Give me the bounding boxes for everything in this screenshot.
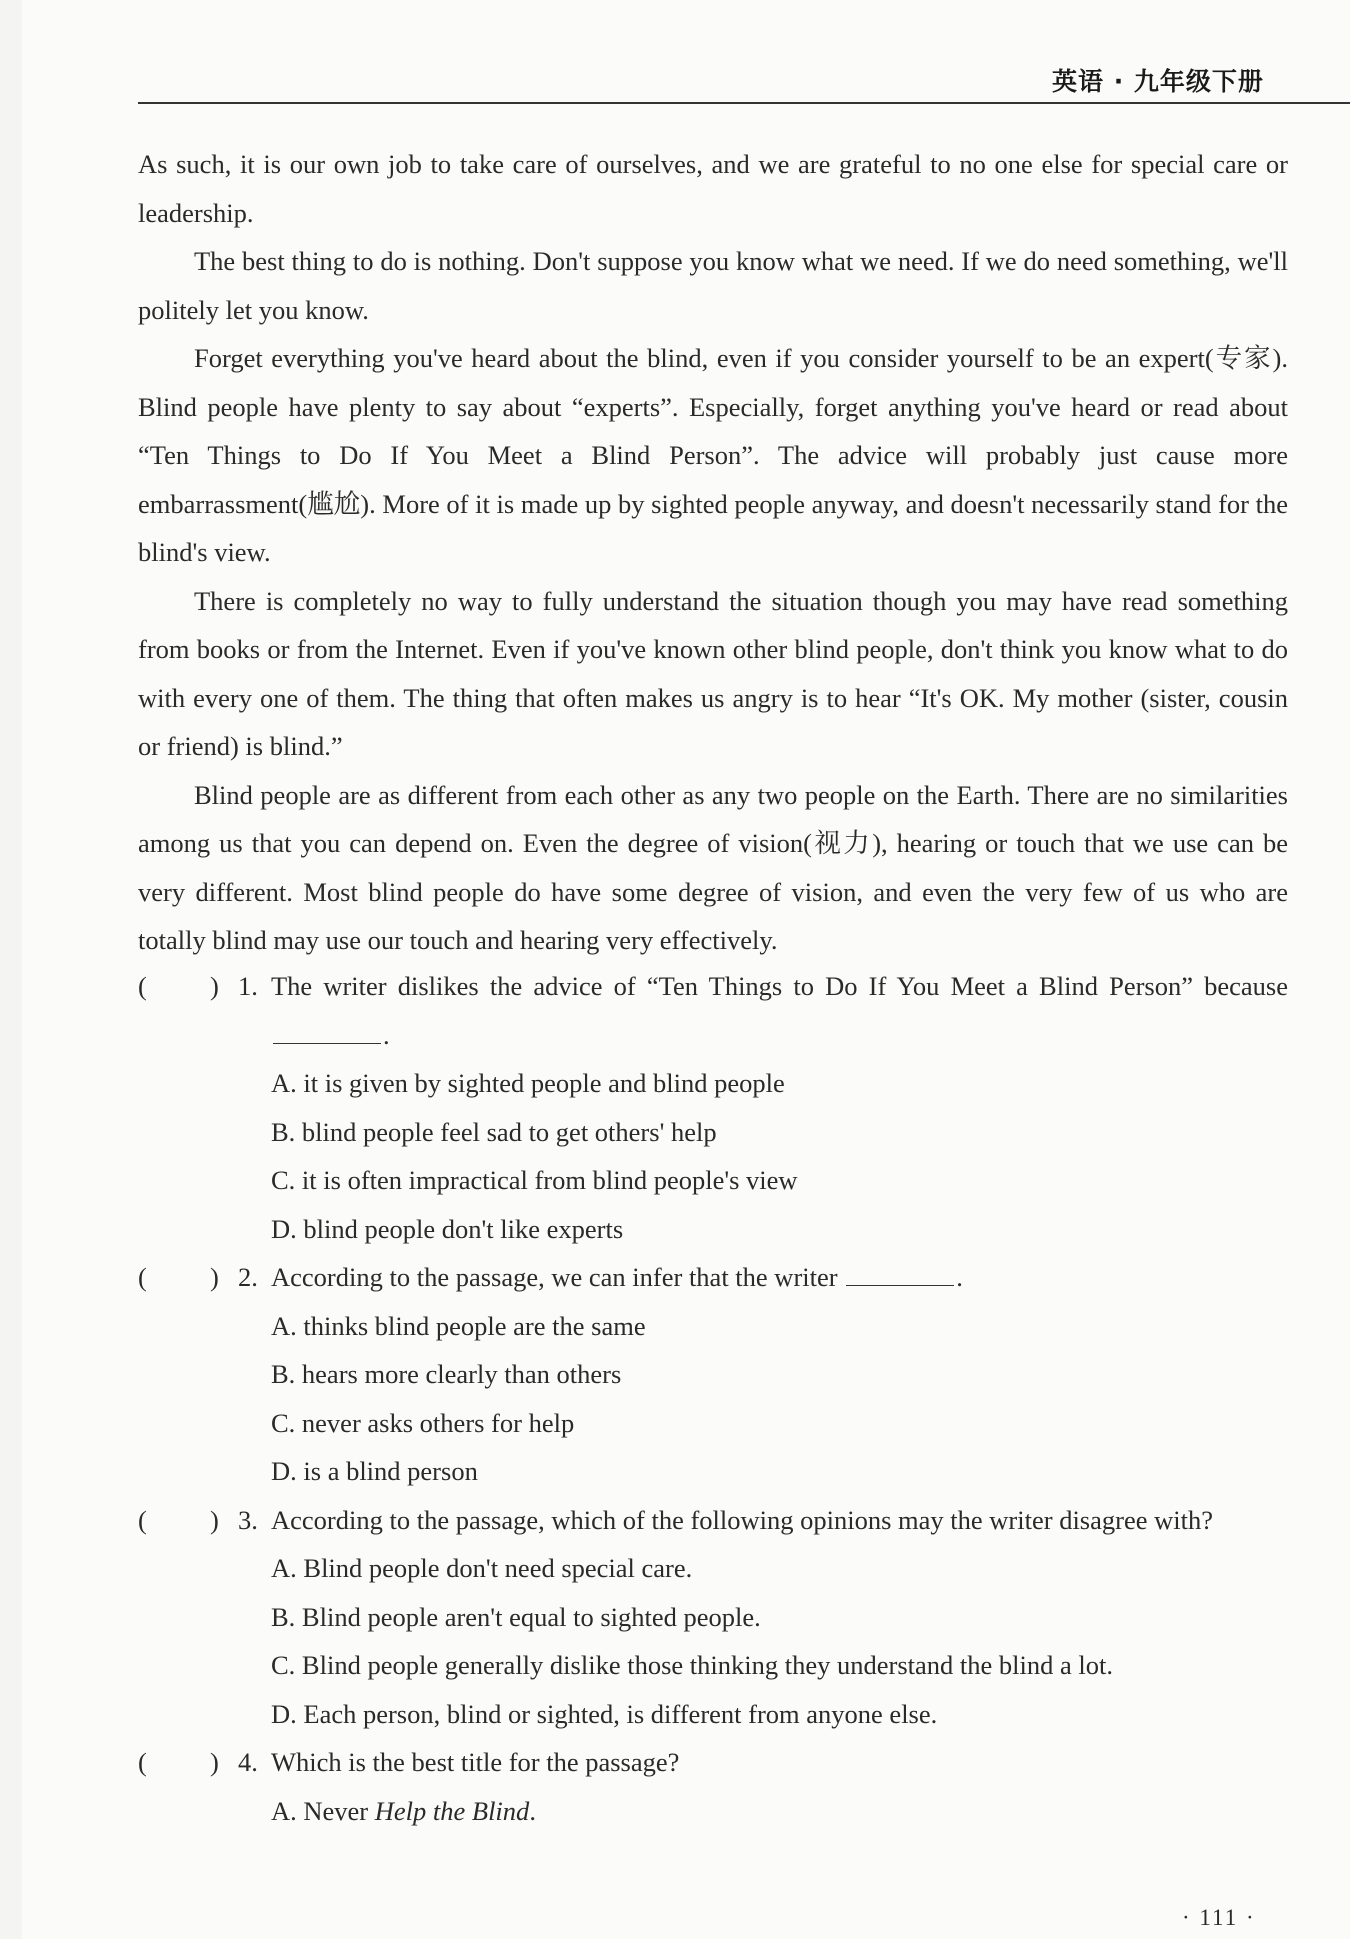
option-a-italic: Help the Blind bbox=[374, 1795, 530, 1826]
question-stem: The writer dislikes the advice of “Ten Things to Do If You Meet a Blind Person” because . bbox=[271, 971, 1288, 1050]
question-stem: According to the passage, which of the following opinions may the writer disagree with? bbox=[271, 1504, 1213, 1535]
option-b: B. blind people feel sad to get others' help bbox=[271, 1116, 717, 1147]
question-3 bbox=[138, 1496, 1288, 1545]
answer-blank bbox=[273, 1021, 381, 1044]
question-stem: Which is the best title for the passage? bbox=[271, 1747, 680, 1777]
passage-paragraph: Blind people are as different from each other as any two people on the Earth. There are no similarities among us that you can depend on. Even the degree of vision(视力), hearing or touch that we use can be very different. Most blind people do have some degree of vision, and even the very few of us who are totally blind may use our touch and hearing very effectively. bbox=[138, 779, 1288, 955]
page-header-title: 英语 · 九年级下册 bbox=[1052, 67, 1264, 96]
option-a: A. Never Help the Blind. bbox=[271, 1795, 536, 1826]
passage-paragraph: Forget everything you've heard about the blind, even if you consider yourself to be an expert(专家). Blind people have plenty to say about “experts”. Especially, forget anything you've heard or read about “Ten Things to Do If You Meet a Blind Person”. The advice will probably just cause more embarrassment(尴尬). More of it is made up by sighted people anyway, and doesn't necessarily stand for the blind's view. bbox=[138, 343, 1288, 567]
option-b: B. hears more clearly than others bbox=[271, 1359, 622, 1389]
option-b: B. Blind people aren't equal to sighted people. bbox=[271, 1601, 761, 1632]
question-list bbox=[138, 962, 1288, 1835]
page-number: · 111 · bbox=[1182, 1905, 1256, 1930]
option-d: D. blind people don't like experts bbox=[271, 1213, 624, 1244]
option-a: A. Blind people don't need special care. bbox=[271, 1553, 693, 1583]
question-number: 4. bbox=[238, 1747, 258, 1777]
question-2 bbox=[138, 1253, 1288, 1302]
header-rule bbox=[138, 102, 1350, 104]
option-d: D. is a blind person bbox=[271, 1456, 478, 1486]
textbook-page bbox=[22, 0, 1350, 1939]
option-c: C. it is often impractical from blind people's view bbox=[271, 1165, 798, 1195]
question-stem: According to the passage, we can infer that the writer . bbox=[271, 1262, 963, 1292]
question-stem-text: According to the passage, we can infer that the writer bbox=[271, 1262, 845, 1292]
question-number: 3. bbox=[238, 1504, 258, 1535]
option-a: A. it is given by sighted people and blind people bbox=[271, 1068, 785, 1098]
option-c: C. never asks others for help bbox=[271, 1407, 575, 1438]
answer-bracket[interactable]: ( ) bbox=[138, 1504, 219, 1535]
question-stem-text: The writer dislikes the advice of “Ten Things to Do If You Meet a Blind Person” because bbox=[271, 971, 1288, 1001]
option-a: A. thinks blind people are the same bbox=[271, 1310, 646, 1341]
question-number: 2. bbox=[238, 1262, 258, 1292]
option-c: C. Blind people generally dislike those thinking they understand the blind a lot. bbox=[271, 1650, 1113, 1680]
question-1 bbox=[138, 962, 1288, 1059]
question-number: 1. bbox=[238, 971, 258, 1001]
question-4 bbox=[138, 1738, 1288, 1787]
option-a-prefix: A. Never bbox=[271, 1795, 375, 1826]
option-d: D. Each person, blind or sighted, is different from anyone else. bbox=[271, 1698, 938, 1729]
answer-bracket[interactable]: ( ) bbox=[138, 1747, 219, 1777]
passage-paragraph: As such, it is our own job to take care of ourselves, and we are grateful to no one else for special care or leadership. bbox=[138, 149, 1288, 228]
answer-bracket[interactable]: ( ) bbox=[138, 971, 219, 1001]
answer-blank bbox=[846, 1263, 954, 1286]
reading-passage bbox=[138, 140, 1288, 965]
answer-bracket[interactable]: ( ) bbox=[138, 1262, 219, 1292]
passage-paragraph: There is completely no way to fully understand the situation though you may have read something from books or from the Internet. Even if you've known other blind people, don't think you know what to do with every one of them. The thing that often makes us angry is to hear “It's OK. My mother (sister, cousin or friend) is blind.” bbox=[138, 585, 1288, 761]
passage-paragraph: The best thing to do is nothing. Don't suppose you know what we need. If we do need something, we'll politely let you know. bbox=[138, 246, 1288, 325]
